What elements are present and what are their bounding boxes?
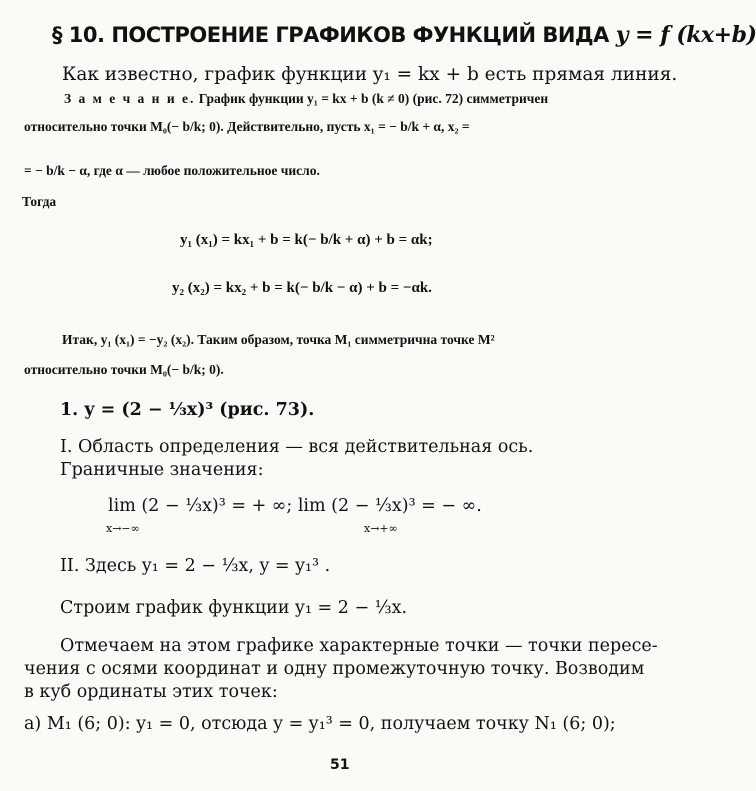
limit-subscript-1: x→−∞ bbox=[106, 522, 140, 535]
paragraph-line: Граничные значения: bbox=[60, 460, 264, 480]
paragraph-line: относительно точки M₀(− b/k; 0). Действительно, пусть x₁ = − b/k + α, x₂ = bbox=[24, 119, 470, 134]
paragraph-line: Как известно, график функции y₁ = kx + b есть прямая линия. bbox=[62, 64, 678, 85]
section-formula: y = f (kx+b) bbox=[615, 22, 756, 48]
paragraph-line: = − b/k − α, где α — любое положительное число. bbox=[24, 163, 320, 178]
remark-label: З а м е ч а н и е. bbox=[64, 91, 196, 106]
section-title: § 10. ПОСТРОЕНИЕ ГРАФИКОВ ФУНКЦИЙ ВИДА bbox=[52, 23, 609, 47]
limit-subscript-2: x→+∞ bbox=[364, 522, 398, 535]
remark-text: График функции y₁ = kx + b (k ≠ 0) (рис. 72) симметричен bbox=[198, 91, 549, 106]
paragraph-line: чения с осями координат и одну промежуточную точку. Возводим bbox=[24, 659, 645, 679]
paragraph-line: Строим график функции y₁ = 2 − ⅓x. bbox=[60, 598, 408, 618]
paragraph-line: относительно точки M₀(− b/k; 0). bbox=[24, 362, 224, 377]
paragraph-line: а) M₁ (6; 0): y₁ = 0, отсюда y = y₁³ = 0, получаем точку N₁ (6; 0); bbox=[24, 714, 616, 734]
paragraph-line: Итак, y₁ (x₁) = −y₂ (x₂). Таким образом, точка M₁ симметрична точке M² bbox=[62, 332, 495, 347]
paragraph-line: I. Область определения — вся действительная ось. bbox=[60, 437, 534, 457]
equation-2: y₂ (x₂) = kx₂ + b = k(− b/k − α) + b = −αk. bbox=[172, 280, 432, 296]
paragraph-line: Отмечаем на этом графике характерные точки — точки пересе- bbox=[60, 636, 658, 656]
limits-formula: lim (2 − ⅓x)³ = + ∞; lim (2 − ⅓x)³ = − ∞. bbox=[108, 496, 482, 516]
page-number: 51 bbox=[330, 757, 350, 773]
paragraph-line: в куб ординаты этих точек: bbox=[24, 682, 278, 702]
section-heading bbox=[52, 22, 756, 48]
example-item-1: 1. y = (2 − ⅓x)³ (рис. 73). bbox=[60, 400, 315, 420]
paragraph-line: II. Здесь y₁ = 2 − ⅓x, y = y₁³ . bbox=[60, 556, 331, 576]
equation-1: y₁ (x₁) = kx₁ + b = k(− b/k + α) + b = αk; bbox=[180, 232, 433, 248]
paragraph-line: Тогда bbox=[22, 194, 57, 209]
remark-line bbox=[64, 91, 548, 107]
